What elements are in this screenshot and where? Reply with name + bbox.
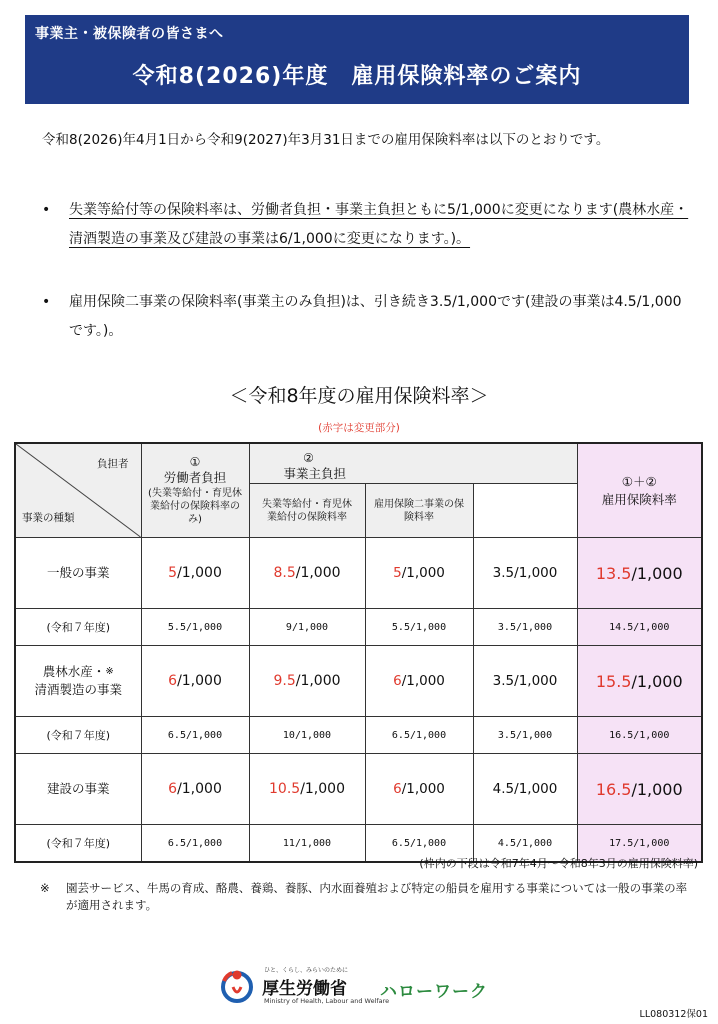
prev-rate-employer-two-projects: 3.5/1,000: [473, 609, 577, 646]
header-worker-num: ①: [189, 454, 201, 469]
bullet-text-1: 失業等給付等の保険料率は、労働者負担・事業主負担ともに5/1,000に変更になります(農林水産・清酒製造の事業及び建設の事業は6/1,000に変更になります。)。: [69, 202, 689, 247]
prev-rate-employer: 11/1,000: [249, 825, 365, 863]
rate-worker: 5/1,000: [141, 538, 249, 609]
table-row: [15, 646, 702, 717]
ministry-tagline: ひと、くらし、みらいのために: [264, 967, 349, 974]
header-kind-label: 事業の種類: [22, 512, 75, 524]
prev-rate-worker: 5.5/1,000: [141, 609, 249, 646]
header-total-num: ①＋②: [621, 473, 657, 489]
header-employer-cell: [249, 443, 577, 484]
header-employer-num: ②: [303, 451, 314, 465]
bullet-list: [42, 196, 692, 346]
hellowork-label: ハローワーク: [380, 982, 488, 1002]
bullet-text-2: 雇用保険二事業の保険料率(事業主のみ負担)は、引き続き3.5/1,000です(建設の事業は4.5/1,000です。)。: [69, 294, 682, 339]
header-employer-sub2: [365, 484, 473, 538]
page-title: 令和8(2026)年度 雇用保険料率のご案内: [132, 64, 582, 89]
footnote-mark: ※: [40, 881, 50, 895]
footnote-text: 園芸サービス、牛馬の育成、酪農、養鶏、養豚、内水面養殖および特定の船員を雇用する事業については一般の事業の率が適用されます。: [66, 881, 688, 912]
header-employer-sub1: [249, 484, 365, 538]
ministry-name: 厚生労働省: [262, 979, 347, 999]
rate-total: 13.5/1,000: [577, 538, 702, 609]
rate-employer-benefit: 5/1,000: [365, 538, 473, 609]
rate-employer-two-projects: 4.5/1,000: [473, 754, 577, 825]
prev-rate-employer-two-projects: 3.5/1,000: [473, 717, 577, 754]
prev-rate-total: 14.5/1,000: [577, 609, 702, 646]
prev-rate-total: 17.5/1,000: [577, 825, 702, 863]
header-employer-title: 事業主負担: [283, 466, 347, 481]
ministry-logo: [220, 965, 510, 1011]
prev-rate-worker: 6.5/1,000: [141, 825, 249, 863]
footnote: [40, 880, 690, 914]
table-row-previous: [15, 609, 702, 646]
prev-rate-employer: 10/1,000: [249, 717, 365, 754]
banner-subtitle: 事業主・被保険者の皆さまへ: [35, 26, 224, 42]
rate-employer: 9.5/1,000: [249, 646, 365, 717]
bullet-item-2: [42, 288, 692, 346]
rate-total: 15.5/1,000: [577, 646, 702, 717]
prev-year-label: (令和７年度): [15, 825, 141, 863]
header-worker-cell: [141, 443, 249, 538]
table-change-note: (赤字は変更部分): [318, 422, 400, 434]
header-employer-sub1-label: 失業等給付・育児休業給付の保険料率: [262, 498, 352, 523]
table-row: [15, 754, 702, 825]
prev-rate-employer-benefit: 6.5/1,000: [365, 717, 473, 754]
header-payer-label: 負担者: [97, 458, 129, 470]
prev-rate-worker: 6.5/1,000: [141, 717, 249, 754]
prev-rate-employer-benefit: 5.5/1,000: [365, 609, 473, 646]
rate-worker: 6/1,000: [141, 646, 249, 717]
rate-employer-benefit: 6/1,000: [365, 754, 473, 825]
header-worker-note: (失業等給付・育児休業給付の保険料率のみ): [148, 487, 242, 525]
prev-rate-employer-two-projects: 4.5/1,000: [473, 825, 577, 863]
title-banner: [25, 15, 689, 104]
ministry-english-name: Ministry of Health, Labour and Welfare: [264, 997, 390, 1005]
table-row: [15, 538, 702, 609]
header-corner-cell: [15, 443, 141, 538]
bullet-dot: •: [42, 294, 51, 310]
row-name: 一般の事業: [15, 538, 141, 609]
prev-rate-total: 16.5/1,000: [577, 717, 702, 754]
rate-total: 16.5/1,000: [577, 754, 702, 825]
prev-rate-employer: 9/1,000: [249, 609, 365, 646]
rate-employer: 10.5/1,000: [249, 754, 365, 825]
row-name: 農林水産・※ 清酒製造の事業: [15, 646, 141, 717]
table-title: ＜令和8年度の雇用保険料率＞: [229, 385, 489, 407]
rate-employer-benefit: 6/1,000: [365, 646, 473, 717]
rate-employer-two-projects: 3.5/1,000: [473, 538, 577, 609]
table-footer-note: (枠内の下段は令和7年4月～令和8年3月の雇用保険料率): [419, 857, 698, 870]
rate-employer: 8.5/1,000: [249, 538, 365, 609]
header-worker-title: 労働者負担: [163, 469, 227, 485]
bullet-dot: •: [42, 202, 51, 218]
prev-year-label: (令和７年度): [15, 717, 141, 754]
rate-table: [14, 442, 703, 863]
row-name: 建設の事業: [15, 754, 141, 825]
ministry-emblem-icon: [220, 967, 254, 1005]
header-total-cell: [577, 443, 702, 538]
prev-rate-employer-benefit: 6.5/1,000: [365, 825, 473, 863]
rate-employer-two-projects: 3.5/1,000: [473, 646, 577, 717]
prev-year-label: (令和７年度): [15, 609, 141, 646]
table-row-previous: [15, 717, 702, 754]
header-employer-sub2-label: 雇用保険二事業の保険料率: [374, 498, 464, 523]
rate-worker: 6/1,000: [141, 754, 249, 825]
bullet-item-1: [42, 196, 692, 254]
document-code: LL080312保01: [639, 1009, 708, 1020]
footnote-mark: ※: [105, 666, 114, 677]
intro-text: 令和8(2026)年4月1日から令和9(2027)年3月31日までの雇用保険料率は以下のとおりです。: [42, 132, 610, 148]
header-total-title: 雇用保険料率: [601, 491, 677, 507]
